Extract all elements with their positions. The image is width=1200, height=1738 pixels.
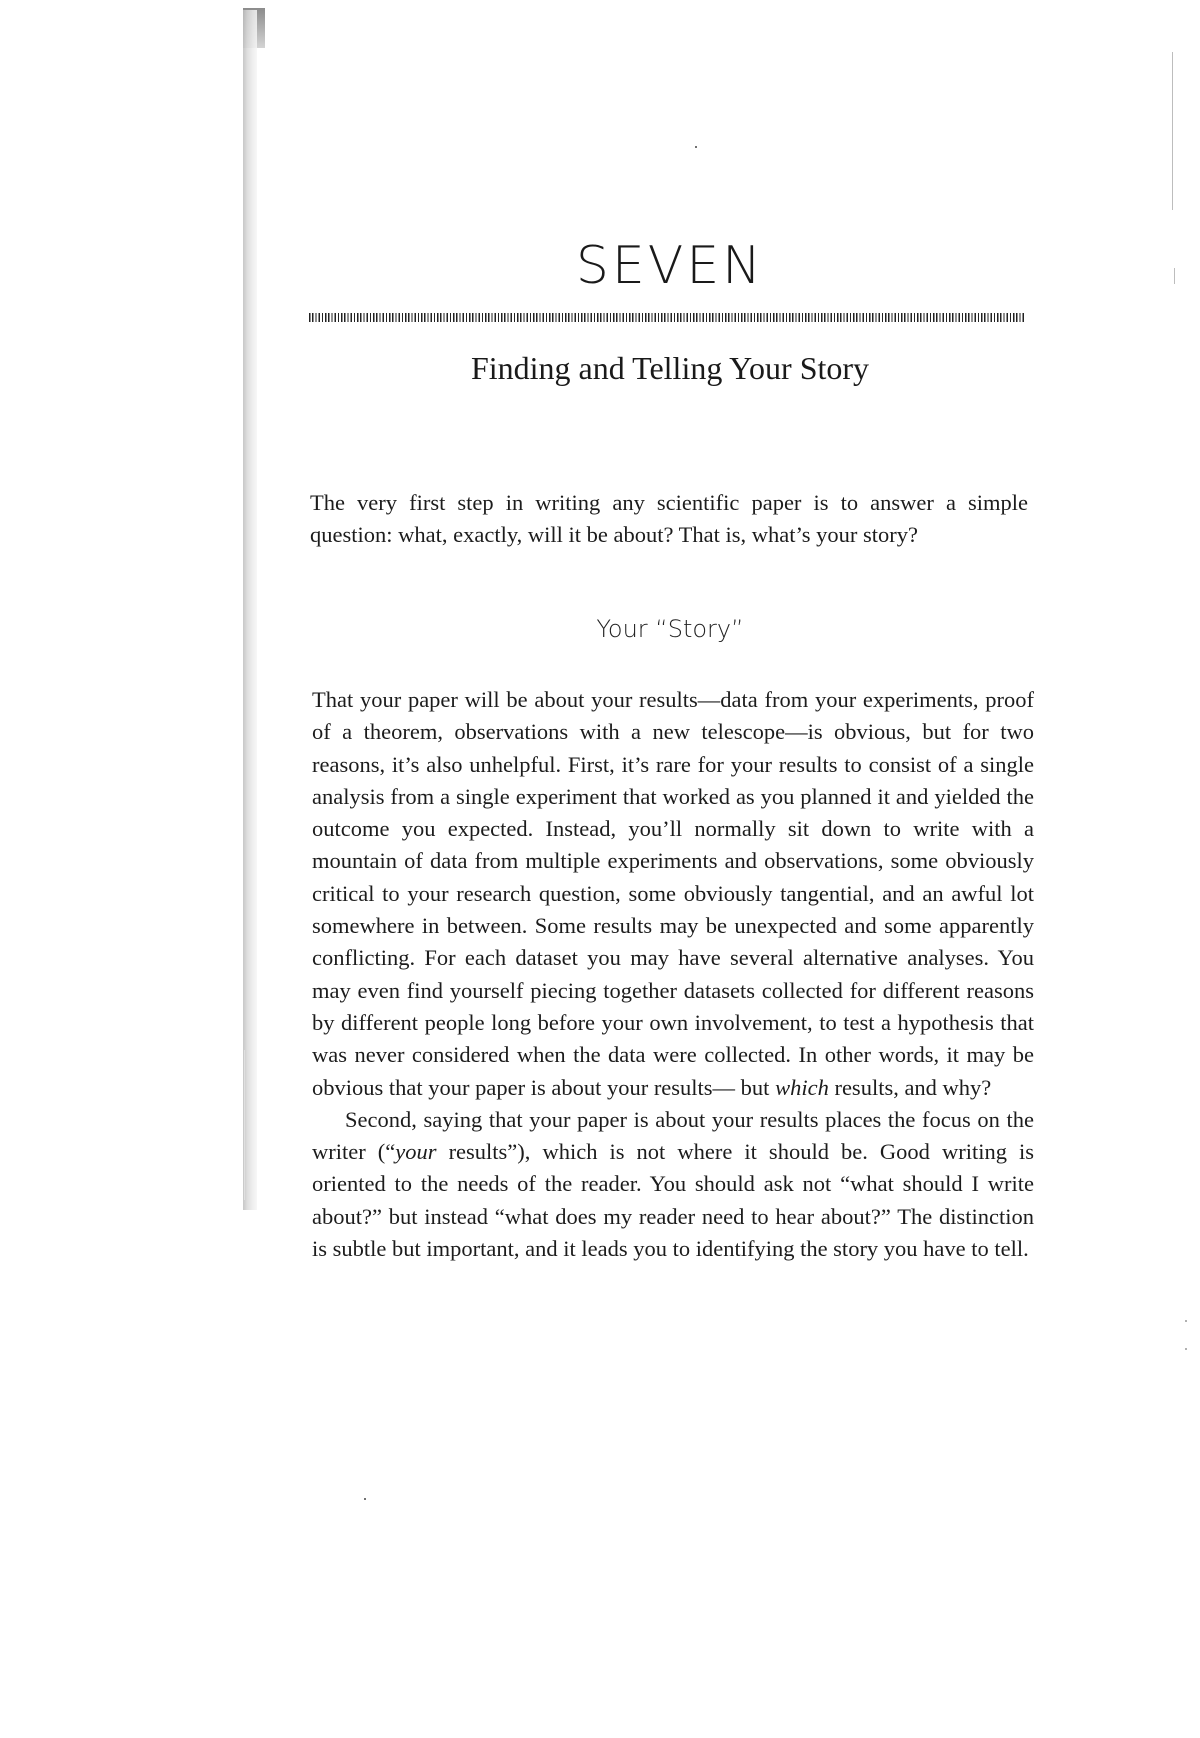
right-edge-mark — [1174, 268, 1175, 284]
left-edge-mark — [244, 1050, 245, 1200]
chapter-title: Finding and Telling Your Story — [470, 350, 870, 386]
paragraph-text: That your paper will be about your results—data from your experiments, proof of a theorem, observations with a new telescope—is obvious, but for two reasons, it’s also unhelpful. First, it’s rare for your results to consist of a single analysis from a single experiment that worked as you planned it and yielded the outcome you expected. Instead, you’ll normally sit down to write with a mountain of data from multiple experiments and observations, some obviously critical to your research question, some obviously tangential, and an awful lot somewhere in between. Some results may be unexpected and some apparently conflicting. For each dataset you may have several alternative analyses. You may even find yourself piecing together datasets collected for different reasons by different people long before your own involvement, to test a hypothesis that was never considered when the data were collected. In other words, it may be obvious that your paper is about your results— but — [312, 687, 1034, 1100]
body-paragraph-2 — [312, 1104, 1034, 1265]
body-paragraph-1 — [312, 684, 1034, 1104]
emphasis-text: your — [395, 1139, 437, 1165]
intro-paragraph: The very first step in writing any scientific paper is to answer a simple question: what, exactly, will it be about? That is, what’s your story? — [310, 490, 1028, 547]
paragraph-text: results, and why? — [828, 1074, 992, 1100]
chapter-divider-rule — [309, 313, 1026, 322]
section-body — [312, 684, 1034, 1265]
chapter-number: SEVEN — [575, 236, 765, 296]
scan-speck — [1185, 1320, 1187, 1322]
scan-speck — [695, 146, 697, 148]
right-edge-mark — [1172, 140, 1173, 210]
scan-speck — [364, 1498, 366, 1500]
paragraph-text: Second, saying that your paper is about your results places the focus on the writer (“ — [312, 1106, 1034, 1165]
section-heading: Your “Story” — [596, 615, 744, 643]
scan-speck — [1185, 1348, 1187, 1350]
book-spine-shadow — [243, 10, 257, 1210]
right-edge-mark — [1172, 52, 1173, 142]
paragraph-text: results”), which is not where it should be. Good writing is oriented to the needs of the reader. You should ask not “what should I write about?” but instead “what does my reader need to hear about?” The distinction is subtle but important, and it leads you to identifying the story you have to tell. — [312, 1139, 1035, 1262]
emphasis-text: which — [775, 1074, 829, 1100]
